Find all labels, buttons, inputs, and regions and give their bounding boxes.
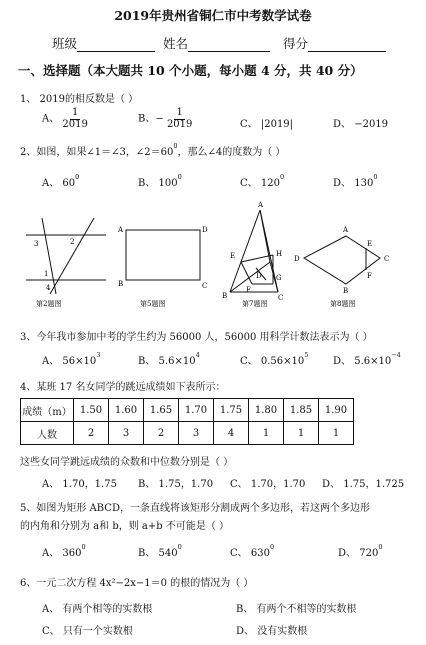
tetra-label-b: B: [222, 292, 228, 300]
table-cell: 1: [249, 422, 284, 445]
figure-5-rectangle: [126, 230, 200, 280]
class-field: [52, 34, 155, 52]
q1-option-d: D、 −2019: [333, 119, 389, 130]
rhombus-label-e: E: [367, 240, 373, 248]
question-5-line-2: 的内角和分别为 a和 b，则 a+b 不可能是（ ）: [20, 521, 229, 532]
rhombus-label-b: B: [343, 287, 349, 295]
q6-option-c: C、 只有一个实数根: [42, 626, 133, 637]
q4-option-b: B、 1.75，1.70: [138, 479, 214, 490]
q5-option-b: B、 $540^0$: [138, 543, 182, 559]
q6-option-b: B、 有两个不相等的实数根: [236, 604, 357, 615]
figure-2-caption: 第2题图: [36, 300, 62, 308]
figure-7-caption: 第7题图: [242, 300, 268, 308]
q2-option-a: A、 $60^0$: [42, 173, 80, 189]
score-field: [283, 34, 386, 52]
table-cell: 2: [144, 422, 179, 445]
rect-label-d: D: [202, 226, 208, 234]
q1-option-c: C、 |2019|: [240, 119, 294, 130]
q4-option-c: C、 1.70，1.70: [230, 479, 306, 490]
name-label: 姓名: [163, 36, 189, 51]
tetra-label-a: A: [258, 201, 264, 209]
question-4-stem: 4、某班 17 名女同学的跳远成绩如下表所示：: [20, 382, 226, 393]
tetra-label-c: C: [278, 294, 284, 302]
q3-option-a: A、 $56\times 10^3$: [42, 351, 101, 367]
q6-option-a: A、 有两个相等的实数根: [42, 604, 153, 615]
rhombus-label-c: C: [384, 255, 390, 263]
table-row-scores: [21, 399, 354, 422]
q4-option-a: A、 1.70，1.75: [42, 479, 117, 490]
q4-option-d: D、 1.75，1.725: [322, 479, 405, 490]
q3-option-b: B、 $5.6\times 10^4$: [138, 351, 200, 367]
rhombus-label-d: D: [294, 255, 300, 263]
score-blank: [308, 38, 386, 52]
score-table: [20, 398, 354, 445]
q1-option-b: B、− $\frac{1}{2019}$: [138, 107, 193, 130]
class-blank: [77, 38, 155, 52]
q2-option-b: B、 $100^0$: [138, 173, 182, 189]
table-cell: 3: [109, 422, 144, 445]
name-field: [163, 34, 270, 52]
table-head-score: 成绩（m）: [21, 399, 74, 422]
figure-5-caption: 第5题图: [140, 300, 166, 308]
q2-option-d: D、 $130^0$: [333, 173, 378, 189]
table-head-count: 人数: [21, 422, 74, 445]
rect-label-a: A: [118, 226, 124, 234]
table-cell: 1.65: [144, 399, 179, 422]
table-cell: 1.50: [74, 399, 109, 422]
question-2-stem: 2、如图，如果∠1＝∠3，$\angle 2=60^0$，那么∠4的度数为（ ）: [20, 142, 286, 158]
table-cell: 1.70: [179, 399, 214, 422]
section-heading: 一、选择题（本大题共 10 个小题，每小题 4 分，共 40 分）: [18, 63, 363, 78]
angle-label-4: 4: [46, 284, 51, 292]
question-1-stem: 1、 2019的相反数是（ ）: [20, 94, 139, 105]
name-blank: [188, 38, 270, 52]
figure-8-caption: 第8题图: [330, 300, 356, 308]
q6-option-d: D、 没有实数根: [236, 626, 308, 637]
rhombus-label-a: A: [343, 226, 349, 234]
table-cell: 3: [179, 422, 214, 445]
rect-label-b: B: [118, 280, 124, 288]
table-cell: 1.75: [214, 399, 249, 422]
rhombus-label-f: F: [367, 272, 372, 280]
table-cell: 1.60: [109, 399, 144, 422]
question-5-line-1: 5、如图为矩形 ABCD，一条直线将该矩形分割成两个多边形，若这两个多边形: [20, 503, 370, 514]
q1-a-fraction: $\frac{1}{2019}$: [62, 107, 88, 130]
q5-option-a: A、 $360^0$: [42, 543, 86, 559]
q5-option-c: C、 $630^0$: [230, 543, 275, 559]
tetra-label-h: H: [276, 250, 283, 258]
figure-7-tetrahedron: [230, 210, 278, 292]
q3-option-d: D、 $5.6\times 10^{-4}$: [333, 351, 401, 367]
angle-label-1: 1: [44, 270, 49, 278]
table-row-counts: [21, 422, 354, 445]
page-title: 2019年贵州省铜仁市中考数学试卷: [114, 8, 312, 23]
table-cell: 2: [74, 422, 109, 445]
angle-label-3: 3: [34, 240, 39, 248]
question-4-followup: 这些女同学跳远成绩的众数和中位数分别是（ ）: [20, 457, 234, 468]
tetra-label-d: D: [256, 272, 262, 280]
rect-label-c: C: [202, 282, 208, 290]
score-label: 得分: [283, 36, 309, 51]
table-cell: 1.90: [319, 399, 354, 422]
q5-option-d: D、 $720^0$: [338, 543, 383, 559]
tetra-label-f: F: [246, 286, 251, 294]
q1-option-a: A、 $\frac{1}{2019}$: [42, 107, 88, 130]
tetra-label-e: E: [230, 252, 236, 260]
table-cell: 4: [214, 422, 249, 445]
tetra-label-g: G: [276, 274, 282, 282]
class-label: 班级: [52, 36, 78, 51]
q1-b-fraction: $\frac{1}{2019}$: [166, 107, 193, 130]
figure-2-parallel-lines: [26, 218, 106, 294]
angle-label-2: 2: [70, 238, 75, 246]
table-cell: 1.80: [249, 399, 284, 422]
table-cell: 1.85: [284, 399, 319, 422]
table-cell: 1: [319, 422, 354, 445]
q2-option-c: C、 $120^0$: [240, 173, 285, 189]
q3-option-c: C、 $0.56\times 10^5$: [240, 351, 309, 367]
question-6-stem: 6、一元二次方程 4x²−2x−1＝0 的根的情况为（ ）: [20, 578, 254, 589]
table-cell: 1: [284, 422, 319, 445]
figures-strip: [20, 200, 420, 312]
question-3-stem: 3、今年我市参加中考的学生约为 56000 人，56000 用科学计数法表示为（ ）: [20, 332, 373, 343]
